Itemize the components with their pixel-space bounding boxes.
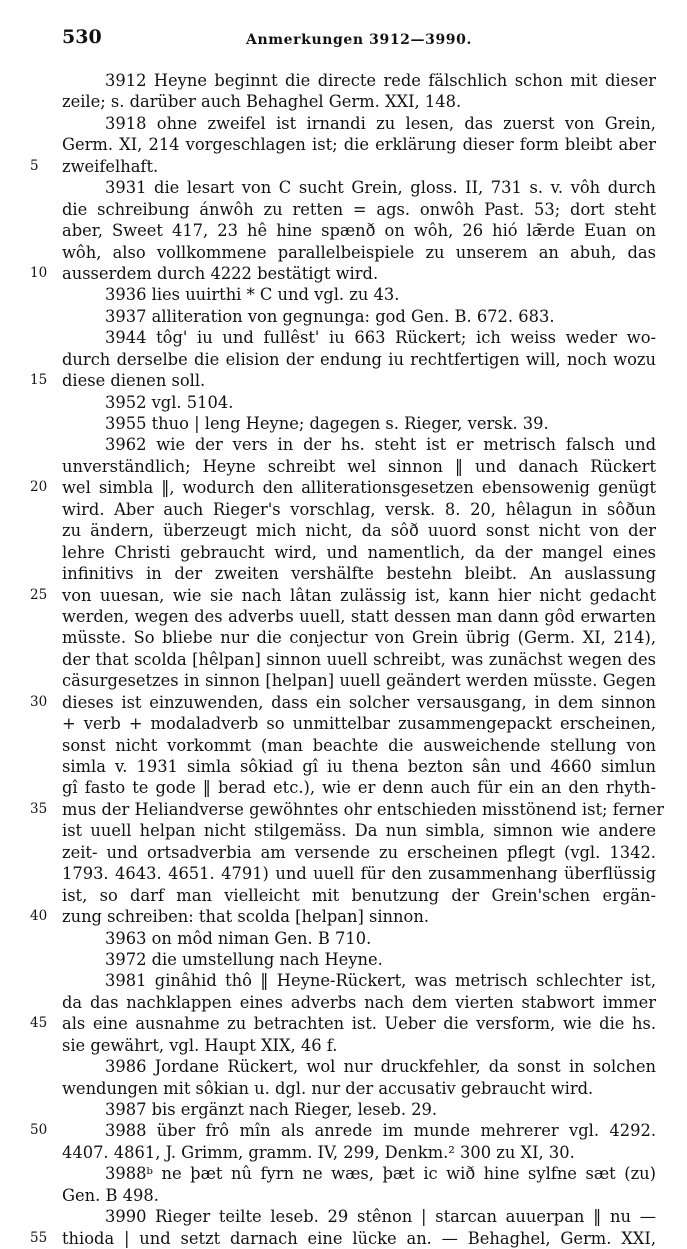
line-text: werden, wegen des adverbs uuell, statt dessen man dann gôd erwarten xyxy=(62,606,656,626)
line-text: wendungen mit sôkian u. dgl. nur der accusativ gebraucht wird. xyxy=(62,1078,594,1098)
text-line xyxy=(0,777,687,798)
line-text: müsste. So bliebe nur die conjectur von Grein übrig (Germ. XI, 214), xyxy=(62,628,656,648)
line-text: die schreibung ánwôh zu retten = ags. onwôh Past. 53; dort steht xyxy=(62,199,656,219)
text-line xyxy=(0,563,687,584)
line-text: 3990 Rieger teilte leseb. 29 stênon | starcan auuerpan ‖ nu — xyxy=(105,1207,656,1227)
line-text: Gen. B 498. xyxy=(62,1185,159,1205)
line-text: 3988ᵇ ne þæt nû fyrn ne wæs, þæt ic wið hine sylfne sæt (zu) xyxy=(105,1164,656,1184)
text-line xyxy=(0,520,687,541)
text-line xyxy=(0,756,687,777)
text-line xyxy=(0,134,687,155)
line-text: 3972 die umstellung nach Heyne. xyxy=(105,949,383,969)
text-line xyxy=(0,1056,687,1077)
text-line xyxy=(0,91,687,112)
line-text: zweifelhaft. xyxy=(62,156,159,176)
line-text: wôh, also vollkommene parallelbeispiele zu unserem an abuh, das xyxy=(62,242,656,262)
text-line xyxy=(0,1099,687,1120)
line-text: zeile; s. darüber auch Behaghel Germ. XXI, 148. xyxy=(62,92,462,112)
text-line xyxy=(0,263,687,284)
text-line xyxy=(0,392,687,413)
line-text: von uuesan, wie sie nach lâtan zulässig ist, kann hier nicht gedacht xyxy=(62,585,656,605)
line-text: 3936 lies uuirthi * C und vgl. zu 43. xyxy=(105,285,400,305)
text-line xyxy=(0,949,687,970)
text-line xyxy=(0,992,687,1013)
line-text: aber, Sweet 417, 23 hê hine spænð on wôh, 26 hió lǣrde Euan on xyxy=(62,221,656,241)
line-text: 3981 ginâhid thô ‖ Heyne-Rückert, was metrisch schlechter ist, xyxy=(105,971,656,991)
line-text: unverständlich; Heyne schreibt wel sinnon ‖ und danach Rückert xyxy=(62,456,656,476)
text-line xyxy=(0,220,687,241)
text-line xyxy=(0,799,687,820)
text-line xyxy=(0,177,687,198)
line-number: 45 xyxy=(30,1015,48,1032)
text-line xyxy=(0,1013,687,1034)
line-text: wird. Aber auch Rieger's vorschlag, versk. 8. 20, hêlagun in sôðun xyxy=(62,499,656,519)
line-text: diese dienen soll. xyxy=(62,371,206,391)
line-text: ist uuell helpan nicht stilgemäss. Da nun simbla, simnon wie andere xyxy=(62,821,656,841)
line-text: dieses ist einzuwenden, dass ein solcher versausgang, in dem sinnon xyxy=(62,692,656,712)
line-text: + verb + modaladverb so unmittelbar zusammengepackt erscheinen, xyxy=(62,714,656,734)
line-text: ist, so darf man vielleicht mit benutzung der Grein'schen ergän- xyxy=(62,885,656,905)
line-number: 25 xyxy=(30,586,48,603)
line-text: Germ. XI, 214 vorgeschlagen ist; die erklärung dieser form bleibt aber xyxy=(62,135,656,155)
line-text: infinitivs in der zweiten vershälfte bestehn bleibt. An auslassung xyxy=(62,564,656,584)
line-text: 3937 alliteration von gegnunga: god Gen. B. 672. 683. xyxy=(105,306,555,326)
text-line xyxy=(0,692,687,713)
line-number: 40 xyxy=(30,908,48,925)
line-text: mus der Heliandverse gewöhntes ohr entschieden misstönend ist; ferner xyxy=(62,799,665,819)
line-text: der that scolda [hêlpan] sinnon uuell schreibt, was zunächst wegen des xyxy=(62,649,656,669)
text-line xyxy=(0,1120,687,1141)
text-line xyxy=(0,1185,687,1206)
text-line xyxy=(0,434,687,455)
text-line xyxy=(0,156,687,177)
text-line xyxy=(0,906,687,927)
line-number: 15 xyxy=(30,372,48,389)
text-line xyxy=(0,370,687,391)
line-text: 3962 wie der vers in der hs. steht ist er metrisch falsch und xyxy=(105,435,656,455)
text-line xyxy=(0,820,687,841)
line-text: 4407. 4861, J. Grimm, gramm. IV, 299, Denkm.² 300 zu XI, 30. xyxy=(62,1142,575,1162)
text-line xyxy=(0,885,687,906)
text-line xyxy=(0,1142,687,1163)
line-text: 1793. 4643. 4651. 4791) und uuell für den zusammenhang überflüssig xyxy=(62,864,656,884)
text-line xyxy=(0,113,687,134)
text-line xyxy=(0,327,687,348)
line-text: durch derselbe die elision der endung iu rechtfertigen will, noch wozu xyxy=(62,349,656,369)
text-line xyxy=(0,413,687,434)
text-line xyxy=(0,242,687,263)
text-line xyxy=(0,1206,687,1227)
line-text: 3987 bis ergänzt nach Rieger, leseb. 29. xyxy=(105,1100,438,1119)
annotation-text-block xyxy=(0,70,687,1249)
line-text: sie gewährt, vgl. Haupt XIX, 46 f. xyxy=(62,1035,338,1055)
line-text: gî fasto te gode ‖ berad etc.), wie er denn auch für ein an den rhyth- xyxy=(62,778,656,798)
text-line xyxy=(0,1035,687,1056)
text-line xyxy=(0,456,687,477)
text-line xyxy=(0,863,687,884)
line-number: 35 xyxy=(30,800,48,817)
line-text: 3988 über frô mîn als anrede im munde mehrerer vgl. 4292. xyxy=(105,1121,656,1141)
line-text: 3986 Jordane Rückert, wol nur druckfehler, da sonst in solchen xyxy=(105,1057,656,1077)
line-number: 50 xyxy=(30,1122,48,1139)
line-text: wel simbla ‖, wodurch den alliterationsgesetzen ebensowenig genügt xyxy=(62,478,656,498)
text-line xyxy=(0,585,687,606)
line-text: 3931 die lesart von C sucht Grein, gloss. II, 731 s. v. vôh durch xyxy=(105,178,656,198)
text-line xyxy=(0,1228,687,1249)
line-text: 3952 vgl. 5104. xyxy=(105,392,234,412)
text-line xyxy=(0,735,687,756)
line-text: zu ändern, überzeugt mich nicht, da sôð uuord sonst nicht von der xyxy=(62,521,656,541)
line-text: simla v. 1931 simla sôkiad gî iu thena bezton sân und 4660 simlun xyxy=(62,757,656,776)
line-text: lehre Christi gebraucht wird, und namentlich, da der mangel eines xyxy=(62,542,656,562)
text-line xyxy=(0,199,687,220)
line-text: als eine ausnahme zu betrachten ist. Ueber die versform, wie die hs. xyxy=(62,1014,656,1034)
text-line xyxy=(0,349,687,370)
text-line xyxy=(0,542,687,563)
text-line xyxy=(0,670,687,691)
text-line xyxy=(0,606,687,627)
line-text: da das nachklappen eines adverbs nach dem vierten stabwort immer xyxy=(62,992,656,1012)
line-text: 3955 thuo | leng Heyne; dagegen s. Rieger, versk. 39. xyxy=(105,414,549,433)
line-text: thioda | und setzt darnach eine lücke an. — Behaghel, Germ. XXI, xyxy=(62,1228,656,1248)
text-line xyxy=(0,649,687,670)
line-text: 3944 tôg' iu und fullêst' iu 663 Rückert; ich weiss weder wo- xyxy=(105,328,656,348)
line-text: zeit- und ortsadverbia am versende zu erscheinen pflegt (vgl. 1342. xyxy=(62,842,656,862)
line-number: 5 xyxy=(30,157,39,174)
line-text: sonst nicht vorkommt (man beachte die ausweichende stellung von xyxy=(62,735,656,755)
running-title: Anmerkungen 3912—3990. xyxy=(246,32,472,48)
text-line xyxy=(0,713,687,734)
text-line xyxy=(0,1163,687,1184)
line-number: 10 xyxy=(30,264,48,281)
line-text: 3963 on môd niman Gen. B 710. xyxy=(105,928,372,948)
line-text: cäsurgesetzes in sinnon [helpan] uuell geändert werden müsste. Gegen xyxy=(62,671,656,691)
text-line xyxy=(0,499,687,520)
text-line xyxy=(0,627,687,648)
line-number: 20 xyxy=(30,479,48,496)
text-line xyxy=(0,284,687,305)
line-text: 3918 ohne zweifel ist irnandi zu lesen, das zuerst von Grein, xyxy=(105,113,656,133)
line-text: 3912 Heyne beginnt die directe rede fälschlich schon mit dieser xyxy=(105,71,656,90)
text-line xyxy=(0,70,687,91)
line-text: ausserdem durch 4222 bestätigt wird. xyxy=(62,263,379,283)
text-line xyxy=(0,842,687,863)
text-line xyxy=(0,306,687,327)
text-line xyxy=(0,928,687,949)
page-number: 530 xyxy=(62,26,102,48)
line-number: 55 xyxy=(30,1229,48,1246)
line-number: 30 xyxy=(30,693,48,710)
text-line xyxy=(0,970,687,991)
line-text: zung schreiben: that scolda [helpan] sinnon. xyxy=(62,907,429,927)
text-line xyxy=(0,477,687,498)
text-line xyxy=(0,1078,687,1099)
